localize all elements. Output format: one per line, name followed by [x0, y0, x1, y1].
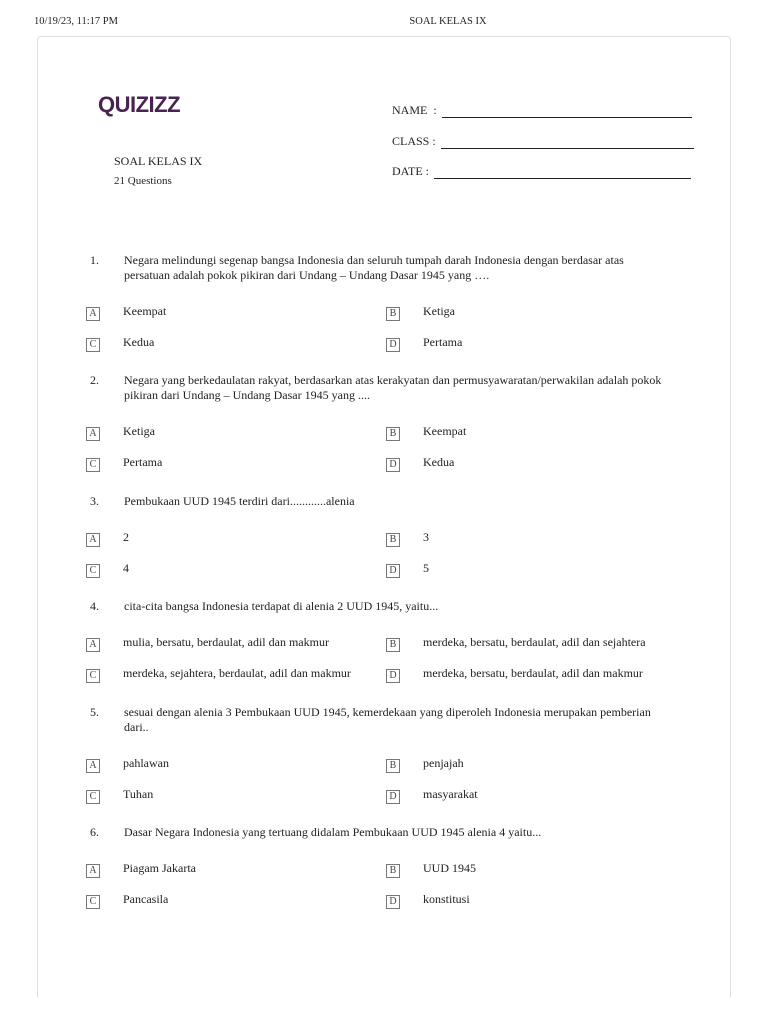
option-letter-box: A	[86, 638, 100, 652]
option-b[interactable]	[386, 635, 666, 655]
quizizz-logo	[98, 89, 188, 119]
question-number: 5.	[90, 705, 99, 719]
option-c[interactable]	[86, 892, 366, 912]
option-letter-box: D	[386, 458, 400, 472]
option-letter-box: B	[386, 638, 400, 652]
option-d[interactable]	[386, 787, 666, 807]
option-text: 4	[123, 561, 129, 575]
question-text: Pembukaan UUD 1945 terdiri dari............alenia	[124, 494, 355, 508]
option-letter-box: D	[386, 669, 400, 683]
print-datetime: 10/19/23, 11:17 PM	[34, 16, 118, 27]
option-d[interactable]	[386, 892, 666, 912]
option-letter-box: C	[86, 458, 100, 472]
class-field	[392, 134, 694, 149]
option-c[interactable]	[86, 455, 366, 475]
option-a[interactable]	[86, 861, 366, 881]
option-letter-box: C	[86, 564, 100, 578]
option-letter-box: B	[386, 307, 400, 321]
option-letter-box: A	[86, 307, 100, 321]
option-letter-box: D	[386, 790, 400, 804]
question-number: 6.	[90, 825, 99, 839]
option-letter-box: D	[386, 338, 400, 352]
print-header	[0, 16, 768, 32]
option-text: Pertama	[123, 455, 163, 469]
option-letter-box: B	[386, 864, 400, 878]
option-b[interactable]	[386, 756, 666, 776]
option-text: Pertama	[423, 335, 463, 349]
option-text: masyarakat	[423, 787, 478, 801]
option-text: 3	[423, 530, 429, 544]
date-field	[392, 164, 691, 179]
date-label: DATE :	[392, 164, 429, 178]
option-text: Keempat	[423, 424, 467, 438]
option-a[interactable]	[86, 756, 366, 776]
name-label: NAME :	[392, 103, 437, 117]
option-letter-box: C	[86, 669, 100, 683]
name-line[interactable]	[442, 105, 692, 118]
option-letter-box: C	[86, 338, 100, 352]
option-letter-box: C	[86, 790, 100, 804]
option-text: 5	[423, 561, 429, 575]
option-letter-box: A	[86, 759, 100, 773]
option-b[interactable]	[386, 424, 666, 444]
option-letter-box: A	[86, 533, 100, 547]
option-text: Ketiga	[123, 424, 155, 438]
option-a[interactable]	[86, 424, 366, 444]
option-letter-box: B	[386, 533, 400, 547]
option-text: 2	[123, 530, 129, 544]
option-letter-box: D	[386, 564, 400, 578]
quiz-title: SOAL KELAS IX	[114, 154, 203, 168]
option-text: penjajah	[423, 756, 464, 770]
option-text: merdeka, sejahtera, berdaulat, adil dan makmur	[123, 666, 351, 680]
option-letter-box: B	[386, 759, 400, 773]
option-a[interactable]	[86, 304, 366, 324]
option-b[interactable]	[386, 530, 666, 550]
option-d[interactable]	[386, 666, 666, 686]
option-a[interactable]	[86, 530, 366, 550]
option-c[interactable]	[86, 787, 366, 807]
option-d[interactable]	[386, 335, 666, 355]
option-d[interactable]	[386, 561, 666, 581]
option-text: merdeka, bersatu, berdaulat, adil dan sejahtera	[423, 635, 646, 649]
class-line[interactable]	[441, 136, 694, 149]
name-field	[392, 103, 692, 118]
print-title: SOAL KELAS IX	[409, 16, 487, 27]
question-text: Negara yang berkedaulatan rakyat, berdasarkan atas kerakyatan dan permusyawaratan/perwakilan adalah pokok pikiran dari Undang – Undang Dasar 1945 yang ....	[124, 373, 662, 402]
option-letter-box: C	[86, 895, 100, 909]
option-a[interactable]	[86, 635, 366, 655]
logo-text: QUIZIZZ	[98, 92, 181, 117]
option-text: konstitusi	[423, 892, 470, 906]
question-text: cita-cita bangsa Indonesia terdapat di alenia 2 UUD 1945, yaitu...	[124, 599, 439, 613]
question-text: Dasar Negara Indonesia yang tertuang didalam Pembukaan UUD 1945 alenia 4 yaitu...	[124, 825, 542, 839]
option-b[interactable]	[386, 304, 666, 324]
option-text: Kedua	[423, 455, 455, 469]
question-text: Negara melindungi segenap bangsa Indonesia dan seluruh tumpah darah Indonesia dengan berdasar atas persatuan adalah pokok pikiran dari Undang – Undang Dasar 1945 yang ….	[124, 253, 624, 282]
option-text: Keempat	[123, 304, 167, 318]
option-c[interactable]	[86, 666, 366, 686]
worksheet-page	[37, 36, 731, 997]
option-letter-box: D	[386, 895, 400, 909]
option-text: Tuhan	[123, 787, 154, 801]
date-line[interactable]	[434, 166, 691, 179]
question-text: sesuai dengan alenia 3 Pembukaan UUD 1945, kemerdekaan yang diperoleh Indonesia merupakan pemberian dari..	[124, 705, 651, 734]
option-text: merdeka, bersatu, berdaulat, adil dan makmur	[423, 666, 643, 680]
question-number: 3.	[90, 494, 99, 508]
option-c[interactable]	[86, 335, 366, 355]
option-b[interactable]	[386, 861, 666, 881]
option-text: UUD 1945	[423, 861, 476, 875]
option-text: Kedua	[123, 335, 155, 349]
question-number: 4.	[90, 599, 99, 613]
option-text: pahlawan	[123, 756, 169, 770]
question-number: 2.	[90, 373, 99, 387]
question-count: 21 Questions	[114, 175, 172, 187]
option-text: Pancasila	[123, 892, 169, 906]
option-text: mulia, bersatu, berdaulat, adil dan makmur	[123, 635, 329, 649]
option-c[interactable]	[86, 561, 366, 581]
option-d[interactable]	[386, 455, 666, 475]
class-label: CLASS :	[392, 134, 436, 148]
option-text: Ketiga	[423, 304, 455, 318]
question-number: 1.	[90, 253, 99, 267]
option-letter-box: B	[386, 427, 400, 441]
option-letter-box: A	[86, 427, 100, 441]
option-letter-box: A	[86, 864, 100, 878]
option-text: Piagam Jakarta	[123, 861, 196, 875]
